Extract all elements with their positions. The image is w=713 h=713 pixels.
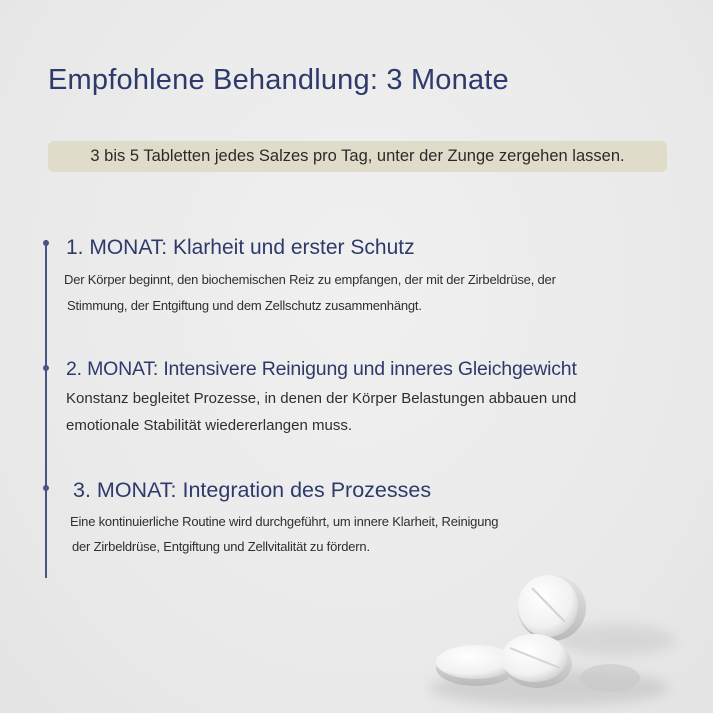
step-text-month-3-line-2: der Zirbeldrüse, Entgiftung und Zellvitalität zu fördern. — [72, 539, 370, 554]
timeline-dot — [43, 365, 49, 371]
timeline-dot — [43, 240, 49, 246]
step-title-month-2: 2. MONAT: Intensivere Reinigung und inneres Gleichgewicht — [66, 358, 577, 380]
step-text-month-1-line-2: Stimmung, der Entgiftung und dem Zellschutz zusammenhängt. — [67, 298, 422, 313]
step-text-month-2-line-1: Konstanz begleitet Prozesse, in denen der Körper Belastungen abbauen und — [66, 390, 577, 407]
dosage-banner: 3 bis 5 Tabletten jedes Salzes pro Tag, unter der Zunge zergehen lassen. — [48, 141, 667, 172]
step-text-month-1-line-1: Der Körper beginnt, den biochemischen Reiz zu empfangen, der mit der Zirbeldrüse, der — [64, 272, 556, 287]
timeline-line — [45, 240, 47, 578]
step-text-month-2-line-2: emotionale Stabilität wiedererlangen muss. — [66, 417, 352, 434]
tablets-image — [400, 560, 713, 713]
tablet — [518, 575, 586, 641]
step-title-month-3: 3. MONAT: Integration des Prozesses — [73, 478, 432, 502]
timeline-dot — [43, 485, 49, 491]
tablet — [580, 664, 640, 692]
page-title: Empfohlene Behandlung: 3 Monate — [48, 64, 509, 96]
step-title-month-1: 1. MONAT: Klarheit und erster Schutz — [66, 236, 415, 259]
step-text-month-3-line-1: Eine kontinuierliche Routine wird durchgeführt, um innere Klarheit, Reinigung — [70, 514, 499, 529]
